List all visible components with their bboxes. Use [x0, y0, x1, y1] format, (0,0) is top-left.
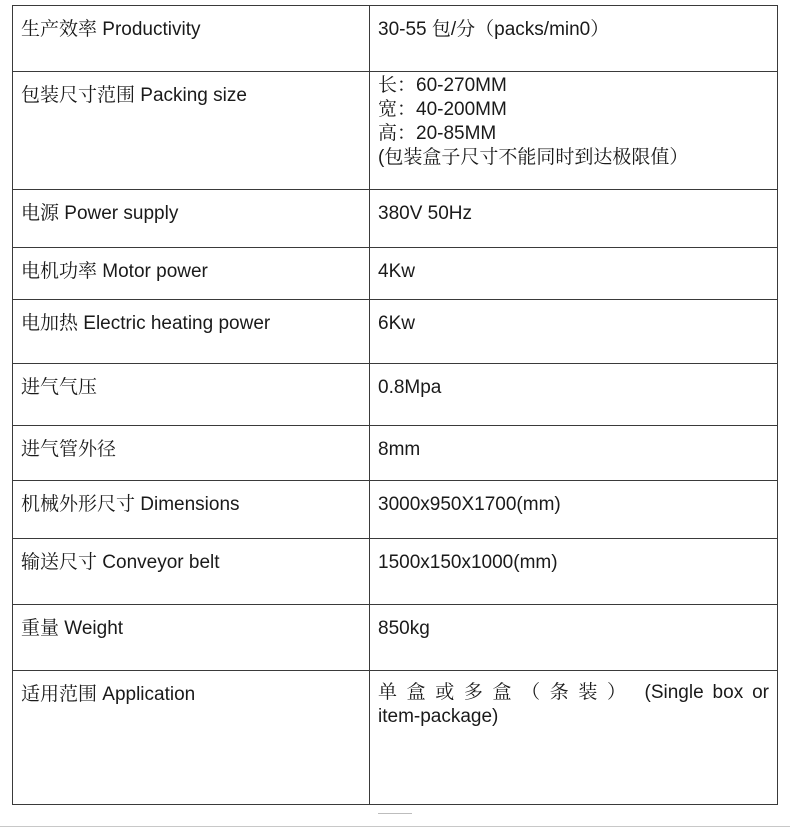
- table-row: [13, 539, 778, 605]
- row-label: 电加热 Electric heating power: [13, 300, 370, 364]
- row-label: 适用范围 Application: [13, 671, 370, 805]
- row-value: 1500x150x1000(mm): [370, 539, 778, 605]
- row-value: 850kg: [370, 605, 778, 671]
- table-row: [13, 6, 778, 72]
- application-value: [370, 671, 778, 805]
- table-row: [13, 248, 778, 300]
- row-value: 3000x950X1700(mm): [370, 481, 778, 539]
- packing-size-values: [370, 72, 778, 190]
- row-label: 生产效率 Productivity: [13, 6, 370, 72]
- row-value: 30-55 包/分（packs/min0）: [370, 6, 778, 72]
- divider: [0, 826, 790, 827]
- application-value-zh: 单盒或多盒（条装）: [378, 682, 636, 703]
- row-label: 机械外形尺寸 Dimensions: [13, 481, 370, 539]
- divider: [378, 813, 412, 814]
- row-value: 0.8Mpa: [370, 364, 778, 426]
- row-label: 电源 Power supply: [13, 190, 370, 248]
- row-value: 380V 50Hz: [370, 190, 778, 248]
- table-row: [13, 671, 778, 805]
- row-label: 包装尺寸范围 Packing size: [13, 72, 370, 190]
- table-row: [13, 300, 778, 364]
- packing-note: (包装盒子尺寸不能同时到达极限值）: [378, 147, 689, 168]
- row-label: 重量 Weight: [13, 605, 370, 671]
- application-value-en: (Single box or item-package): [378, 682, 769, 727]
- table-row: [13, 605, 778, 671]
- row-value: 8mm: [370, 426, 778, 481]
- packing-length: 长：60-270MM: [378, 75, 507, 96]
- table-row: [13, 190, 778, 248]
- row-label: 输送尺寸 Conveyor belt: [13, 539, 370, 605]
- packing-height: 高：20-85MM: [378, 123, 497, 144]
- table-row: [13, 426, 778, 481]
- table-row: [13, 481, 778, 539]
- table-row: [13, 364, 778, 426]
- row-value: 4Kw: [370, 248, 778, 300]
- row-label: 进气管外径: [13, 426, 370, 481]
- table-row: [13, 72, 778, 190]
- spec-table: [12, 5, 778, 805]
- row-value: 6Kw: [370, 300, 778, 364]
- row-label: 进气气压: [13, 364, 370, 426]
- packing-width: 宽：40-200MM: [378, 99, 507, 120]
- row-label: 电机功率 Motor power: [13, 248, 370, 300]
